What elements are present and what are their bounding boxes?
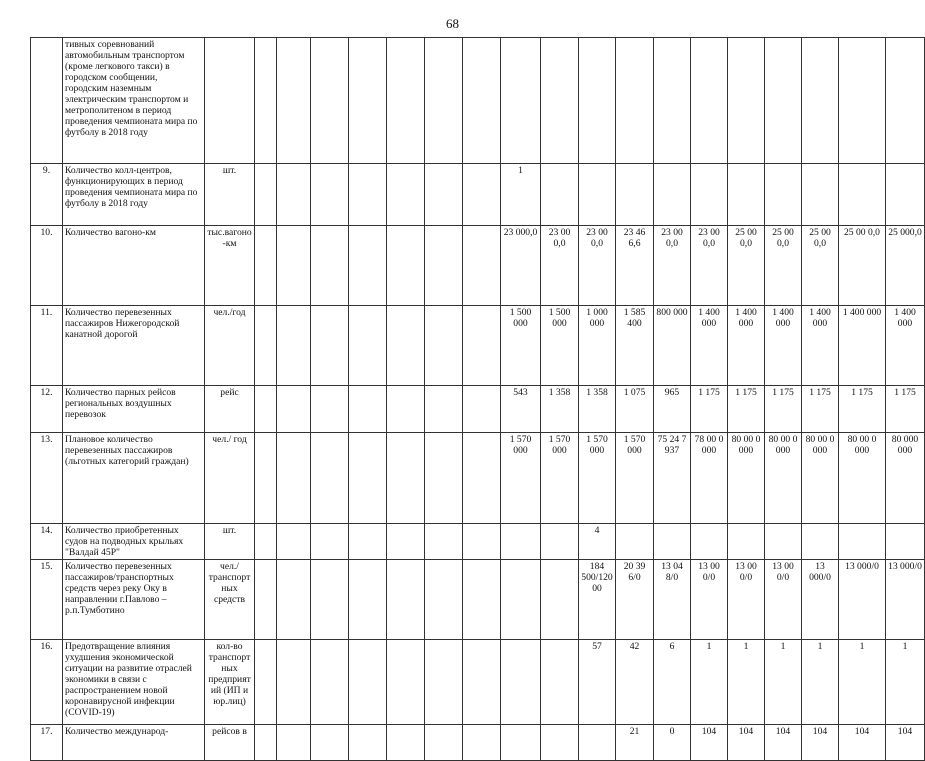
indicator-value bbox=[277, 725, 311, 761]
indicator-name: Количество парных рейсов региональных воздушных перевозок bbox=[63, 386, 205, 433]
indicator-name: тивных соревнований автомобильным транспортом (кроме легкового такси) в городском сообщении, городским наземным электрическим транспортом и метрополитеном в период проведения чемпионата мира по футболу в 2018 году bbox=[63, 38, 205, 164]
indicator-value: 104 bbox=[802, 725, 839, 761]
indicator-value bbox=[541, 640, 579, 725]
indicator-value bbox=[387, 560, 425, 640]
indicator-value bbox=[425, 226, 463, 306]
page-number: 68 bbox=[446, 16, 459, 31]
indicator-value bbox=[501, 560, 541, 640]
indicator-value bbox=[311, 640, 349, 725]
indicator-value: 80 00 0 000 bbox=[765, 433, 802, 524]
indicator-name: Количество перевезенных пассажиров/транспортных средств через реку Оку в направлении г.Павлово – р.п.Тумботино bbox=[63, 560, 205, 640]
indicator-value: 13 000/0 bbox=[839, 560, 886, 640]
indicator-value bbox=[765, 38, 802, 164]
indicator-value bbox=[802, 38, 839, 164]
indicator-value bbox=[616, 524, 654, 560]
indicator-value bbox=[311, 560, 349, 640]
indicator-value: 57 bbox=[579, 640, 616, 725]
indicator-value bbox=[802, 164, 839, 226]
indicator-value bbox=[654, 164, 691, 226]
table-row bbox=[31, 524, 925, 560]
indicator-value bbox=[886, 524, 925, 560]
indicator-value: 104 bbox=[886, 725, 925, 761]
indicator-name: Количество колл-центров, функционирующих в период проведения чемпионата мира по футболу в 2018 году bbox=[63, 164, 205, 226]
indicator-value bbox=[255, 640, 277, 725]
indicator-value bbox=[463, 524, 501, 560]
indicator-value bbox=[463, 38, 501, 164]
indicator-value: 104 bbox=[765, 725, 802, 761]
indicator-value bbox=[277, 306, 311, 386]
indicator-value: 1 358 bbox=[579, 386, 616, 433]
indicator-value bbox=[654, 524, 691, 560]
indicator-value bbox=[765, 164, 802, 226]
indicator-value: 80 00 0 000 bbox=[728, 433, 765, 524]
indicator-value: 104 bbox=[839, 725, 886, 761]
indicator-name: Количество приобретенных судов на подводных крыльях "Валдай 45Р" bbox=[63, 524, 205, 560]
indicator-value bbox=[311, 226, 349, 306]
indicator-value: 1 585 400 bbox=[616, 306, 654, 386]
indicator-value bbox=[349, 164, 387, 226]
indicator-value: 80 00 0 000 bbox=[839, 433, 886, 524]
row-number: 17. bbox=[31, 725, 63, 761]
indicator-value bbox=[886, 164, 925, 226]
indicator-value bbox=[387, 433, 425, 524]
indicator-value: 1 400 000 bbox=[765, 306, 802, 386]
indicator-value bbox=[311, 386, 349, 433]
indicator-value bbox=[886, 38, 925, 164]
indicator-value: 104 bbox=[728, 725, 765, 761]
indicator-value bbox=[463, 560, 501, 640]
indicator-value: 4 bbox=[579, 524, 616, 560]
indicator-value bbox=[277, 524, 311, 560]
indicator-value bbox=[277, 640, 311, 725]
indicators-table bbox=[30, 37, 925, 761]
indicator-value: 25 00 0,0 bbox=[765, 226, 802, 306]
indicator-value: 543 bbox=[501, 386, 541, 433]
indicator-value: 13 00 0/0 bbox=[765, 560, 802, 640]
indicator-value bbox=[463, 306, 501, 386]
indicator-value: 1 bbox=[728, 640, 765, 725]
indicator-value bbox=[255, 164, 277, 226]
indicator-value bbox=[255, 306, 277, 386]
indicator-value: 184 500/12000 bbox=[579, 560, 616, 640]
indicator-value: 13 000/0 bbox=[802, 560, 839, 640]
indicator-value: 1 358 bbox=[541, 386, 579, 433]
indicator-value bbox=[541, 164, 579, 226]
indicator-unit: шт. bbox=[205, 524, 255, 560]
indicator-value: 800 000 bbox=[654, 306, 691, 386]
table-row bbox=[31, 226, 925, 306]
indicator-value: 0 bbox=[654, 725, 691, 761]
indicator-value: 1 570 000 bbox=[616, 433, 654, 524]
indicator-value bbox=[463, 725, 501, 761]
indicator-value: 1 075 bbox=[616, 386, 654, 433]
indicator-value bbox=[387, 306, 425, 386]
indicator-value bbox=[387, 725, 425, 761]
indicator-value: 1 bbox=[802, 640, 839, 725]
indicator-value bbox=[255, 226, 277, 306]
indicator-name: Количество международ- bbox=[63, 725, 205, 761]
indicator-value bbox=[463, 164, 501, 226]
indicator-value bbox=[579, 38, 616, 164]
indicator-value bbox=[349, 38, 387, 164]
indicator-value bbox=[277, 164, 311, 226]
indicator-value bbox=[654, 38, 691, 164]
indicator-value: 1 570 000 bbox=[501, 433, 541, 524]
indicator-value: 13 04 8/0 bbox=[654, 560, 691, 640]
indicator-unit: кол-во транспортных предприятий (ИП и юр.лиц) bbox=[205, 640, 255, 725]
indicator-value: 1 175 bbox=[691, 386, 728, 433]
table-row bbox=[31, 386, 925, 433]
indicator-value bbox=[255, 386, 277, 433]
indicator-value: 23 00 0,0 bbox=[579, 226, 616, 306]
indicator-value bbox=[765, 524, 802, 560]
indicator-value: 78 00 0 000 bbox=[691, 433, 728, 524]
indicator-value bbox=[349, 306, 387, 386]
indicator-unit: рейсов в bbox=[205, 725, 255, 761]
indicator-value bbox=[255, 560, 277, 640]
indicator-value bbox=[541, 725, 579, 761]
indicator-unit: чел./год bbox=[205, 306, 255, 386]
row-number: 16. bbox=[31, 640, 63, 725]
indicator-value bbox=[425, 640, 463, 725]
row-number bbox=[31, 38, 63, 164]
indicator-value: 1 570 000 bbox=[579, 433, 616, 524]
row-number: 15. bbox=[31, 560, 63, 640]
indicator-value bbox=[839, 164, 886, 226]
indicator-unit: чел./ год bbox=[205, 433, 255, 524]
indicator-value: 1 500 000 bbox=[501, 306, 541, 386]
indicator-value: 965 bbox=[654, 386, 691, 433]
row-number: 10. bbox=[31, 226, 63, 306]
indicator-value bbox=[616, 164, 654, 226]
indicator-value: 25 00 0,0 bbox=[802, 226, 839, 306]
indicator-name: Количество перевезенных пассажиров Нижегородской канатной дорогой bbox=[63, 306, 205, 386]
indicator-value: 23 00 0,0 bbox=[541, 226, 579, 306]
indicator-value bbox=[311, 725, 349, 761]
indicator-value: 1 500 000 bbox=[541, 306, 579, 386]
indicator-unit bbox=[205, 38, 255, 164]
indicator-value bbox=[387, 164, 425, 226]
indicator-value bbox=[425, 524, 463, 560]
indicator-value bbox=[277, 386, 311, 433]
indicator-value: 25 000,0 bbox=[886, 226, 925, 306]
indicator-value bbox=[425, 386, 463, 433]
indicator-value: 6 bbox=[654, 640, 691, 725]
indicator-value: 1 000 000 bbox=[579, 306, 616, 386]
indicator-value bbox=[277, 38, 311, 164]
indicator-value: 13 00 0/0 bbox=[728, 560, 765, 640]
row-number: 14. bbox=[31, 524, 63, 560]
indicator-value bbox=[277, 226, 311, 306]
indicator-value bbox=[541, 560, 579, 640]
indicator-value bbox=[425, 725, 463, 761]
indicator-value: 1 400 000 bbox=[839, 306, 886, 386]
indicator-value: 23 46 6,6 bbox=[616, 226, 654, 306]
indicator-value: 75 24 7 937 bbox=[654, 433, 691, 524]
table-row bbox=[31, 640, 925, 725]
indicator-value bbox=[425, 433, 463, 524]
indicator-value: 1 400 000 bbox=[802, 306, 839, 386]
indicator-value bbox=[349, 433, 387, 524]
indicator-value bbox=[311, 164, 349, 226]
indicator-value bbox=[311, 433, 349, 524]
indicator-name: Предотвращение влияния ухудшения экономической ситуации на развитие отраслей экономики в связи с распространением новой коронавирусной инфекции (COVID-19) bbox=[63, 640, 205, 725]
indicator-value bbox=[463, 226, 501, 306]
indicator-value: 1 bbox=[839, 640, 886, 725]
indicator-value: 1 175 bbox=[886, 386, 925, 433]
indicator-value bbox=[311, 306, 349, 386]
indicator-value bbox=[255, 38, 277, 164]
indicator-unit: тыс.вагоно-км bbox=[205, 226, 255, 306]
row-number: 13. bbox=[31, 433, 63, 524]
indicator-value bbox=[579, 725, 616, 761]
indicator-value: 25 00 0,0 bbox=[839, 226, 886, 306]
indicator-unit: чел./транспортных средств bbox=[205, 560, 255, 640]
indicator-value bbox=[349, 560, 387, 640]
indicator-value bbox=[802, 524, 839, 560]
indicator-value: 1 bbox=[765, 640, 802, 725]
indicator-value bbox=[255, 433, 277, 524]
indicator-value bbox=[387, 524, 425, 560]
table-row bbox=[31, 306, 925, 386]
indicator-value: 1 400 000 bbox=[728, 306, 765, 386]
indicator-value bbox=[387, 38, 425, 164]
indicator-value bbox=[425, 560, 463, 640]
indicator-value: 1 bbox=[501, 164, 541, 226]
table-row bbox=[31, 38, 925, 164]
indicator-name: Количество вагоно-км bbox=[63, 226, 205, 306]
table-row bbox=[31, 725, 925, 761]
row-number: 12. bbox=[31, 386, 63, 433]
indicator-value bbox=[349, 725, 387, 761]
indicator-value bbox=[501, 38, 541, 164]
indicator-value bbox=[311, 38, 349, 164]
indicator-value bbox=[425, 306, 463, 386]
indicator-value bbox=[616, 38, 654, 164]
indicator-value bbox=[501, 725, 541, 761]
indicator-value bbox=[501, 524, 541, 560]
indicator-value bbox=[839, 38, 886, 164]
table-row bbox=[31, 560, 925, 640]
table-row bbox=[31, 164, 925, 226]
indicator-value: 1 400 000 bbox=[691, 306, 728, 386]
indicator-value bbox=[541, 524, 579, 560]
row-number: 9. bbox=[31, 164, 63, 226]
indicator-value bbox=[463, 433, 501, 524]
indicator-name: Плановое количество перевезенных пассажиров (льготных категорий граждан) bbox=[63, 433, 205, 524]
indicator-value bbox=[463, 386, 501, 433]
indicator-value bbox=[728, 38, 765, 164]
indicator-value bbox=[277, 433, 311, 524]
indicator-value: 1 175 bbox=[728, 386, 765, 433]
indicator-value bbox=[691, 524, 728, 560]
indicator-value: 13 000/0 bbox=[886, 560, 925, 640]
indicator-value bbox=[277, 560, 311, 640]
indicator-value bbox=[425, 38, 463, 164]
indicator-value bbox=[691, 38, 728, 164]
indicator-value bbox=[255, 524, 277, 560]
indicator-value: 13 00 0/0 bbox=[691, 560, 728, 640]
indicator-value bbox=[311, 524, 349, 560]
indicator-value: 23 000,0 bbox=[501, 226, 541, 306]
indicator-value: 80 000 000 bbox=[886, 433, 925, 524]
indicator-value: 1 400 000 bbox=[886, 306, 925, 386]
indicator-value: 20 39 6/0 bbox=[616, 560, 654, 640]
indicator-value: 21 bbox=[616, 725, 654, 761]
indicator-value bbox=[463, 640, 501, 725]
indicator-value: 23 00 0,0 bbox=[654, 226, 691, 306]
indicator-value: 104 bbox=[691, 725, 728, 761]
indicator-value: 1 175 bbox=[765, 386, 802, 433]
indicator-value: 1 bbox=[886, 640, 925, 725]
indicator-value bbox=[839, 524, 886, 560]
indicator-value bbox=[349, 386, 387, 433]
indicator-value bbox=[501, 640, 541, 725]
indicator-unit: рейс bbox=[205, 386, 255, 433]
indicator-value bbox=[541, 38, 579, 164]
indicator-value: 80 00 0 000 bbox=[802, 433, 839, 524]
indicator-value: 1 570 000 bbox=[541, 433, 579, 524]
row-number: 11. bbox=[31, 306, 63, 386]
indicator-value: 1 175 bbox=[839, 386, 886, 433]
indicator-value bbox=[691, 164, 728, 226]
indicator-value: 42 bbox=[616, 640, 654, 725]
indicator-value bbox=[255, 725, 277, 761]
indicator-value bbox=[387, 640, 425, 725]
indicator-value bbox=[349, 524, 387, 560]
indicator-value bbox=[728, 164, 765, 226]
indicator-value bbox=[387, 226, 425, 306]
indicator-value bbox=[387, 386, 425, 433]
indicator-value: 1 bbox=[691, 640, 728, 725]
indicator-value bbox=[579, 164, 616, 226]
indicator-value: 23 00 0,0 bbox=[691, 226, 728, 306]
indicator-value: 25 00 0,0 bbox=[728, 226, 765, 306]
indicator-value bbox=[349, 226, 387, 306]
table-row bbox=[31, 433, 925, 524]
indicator-unit: шт. bbox=[205, 164, 255, 226]
indicator-value bbox=[425, 164, 463, 226]
indicator-value bbox=[349, 640, 387, 725]
indicator-value bbox=[728, 524, 765, 560]
indicator-value: 1 175 bbox=[802, 386, 839, 433]
